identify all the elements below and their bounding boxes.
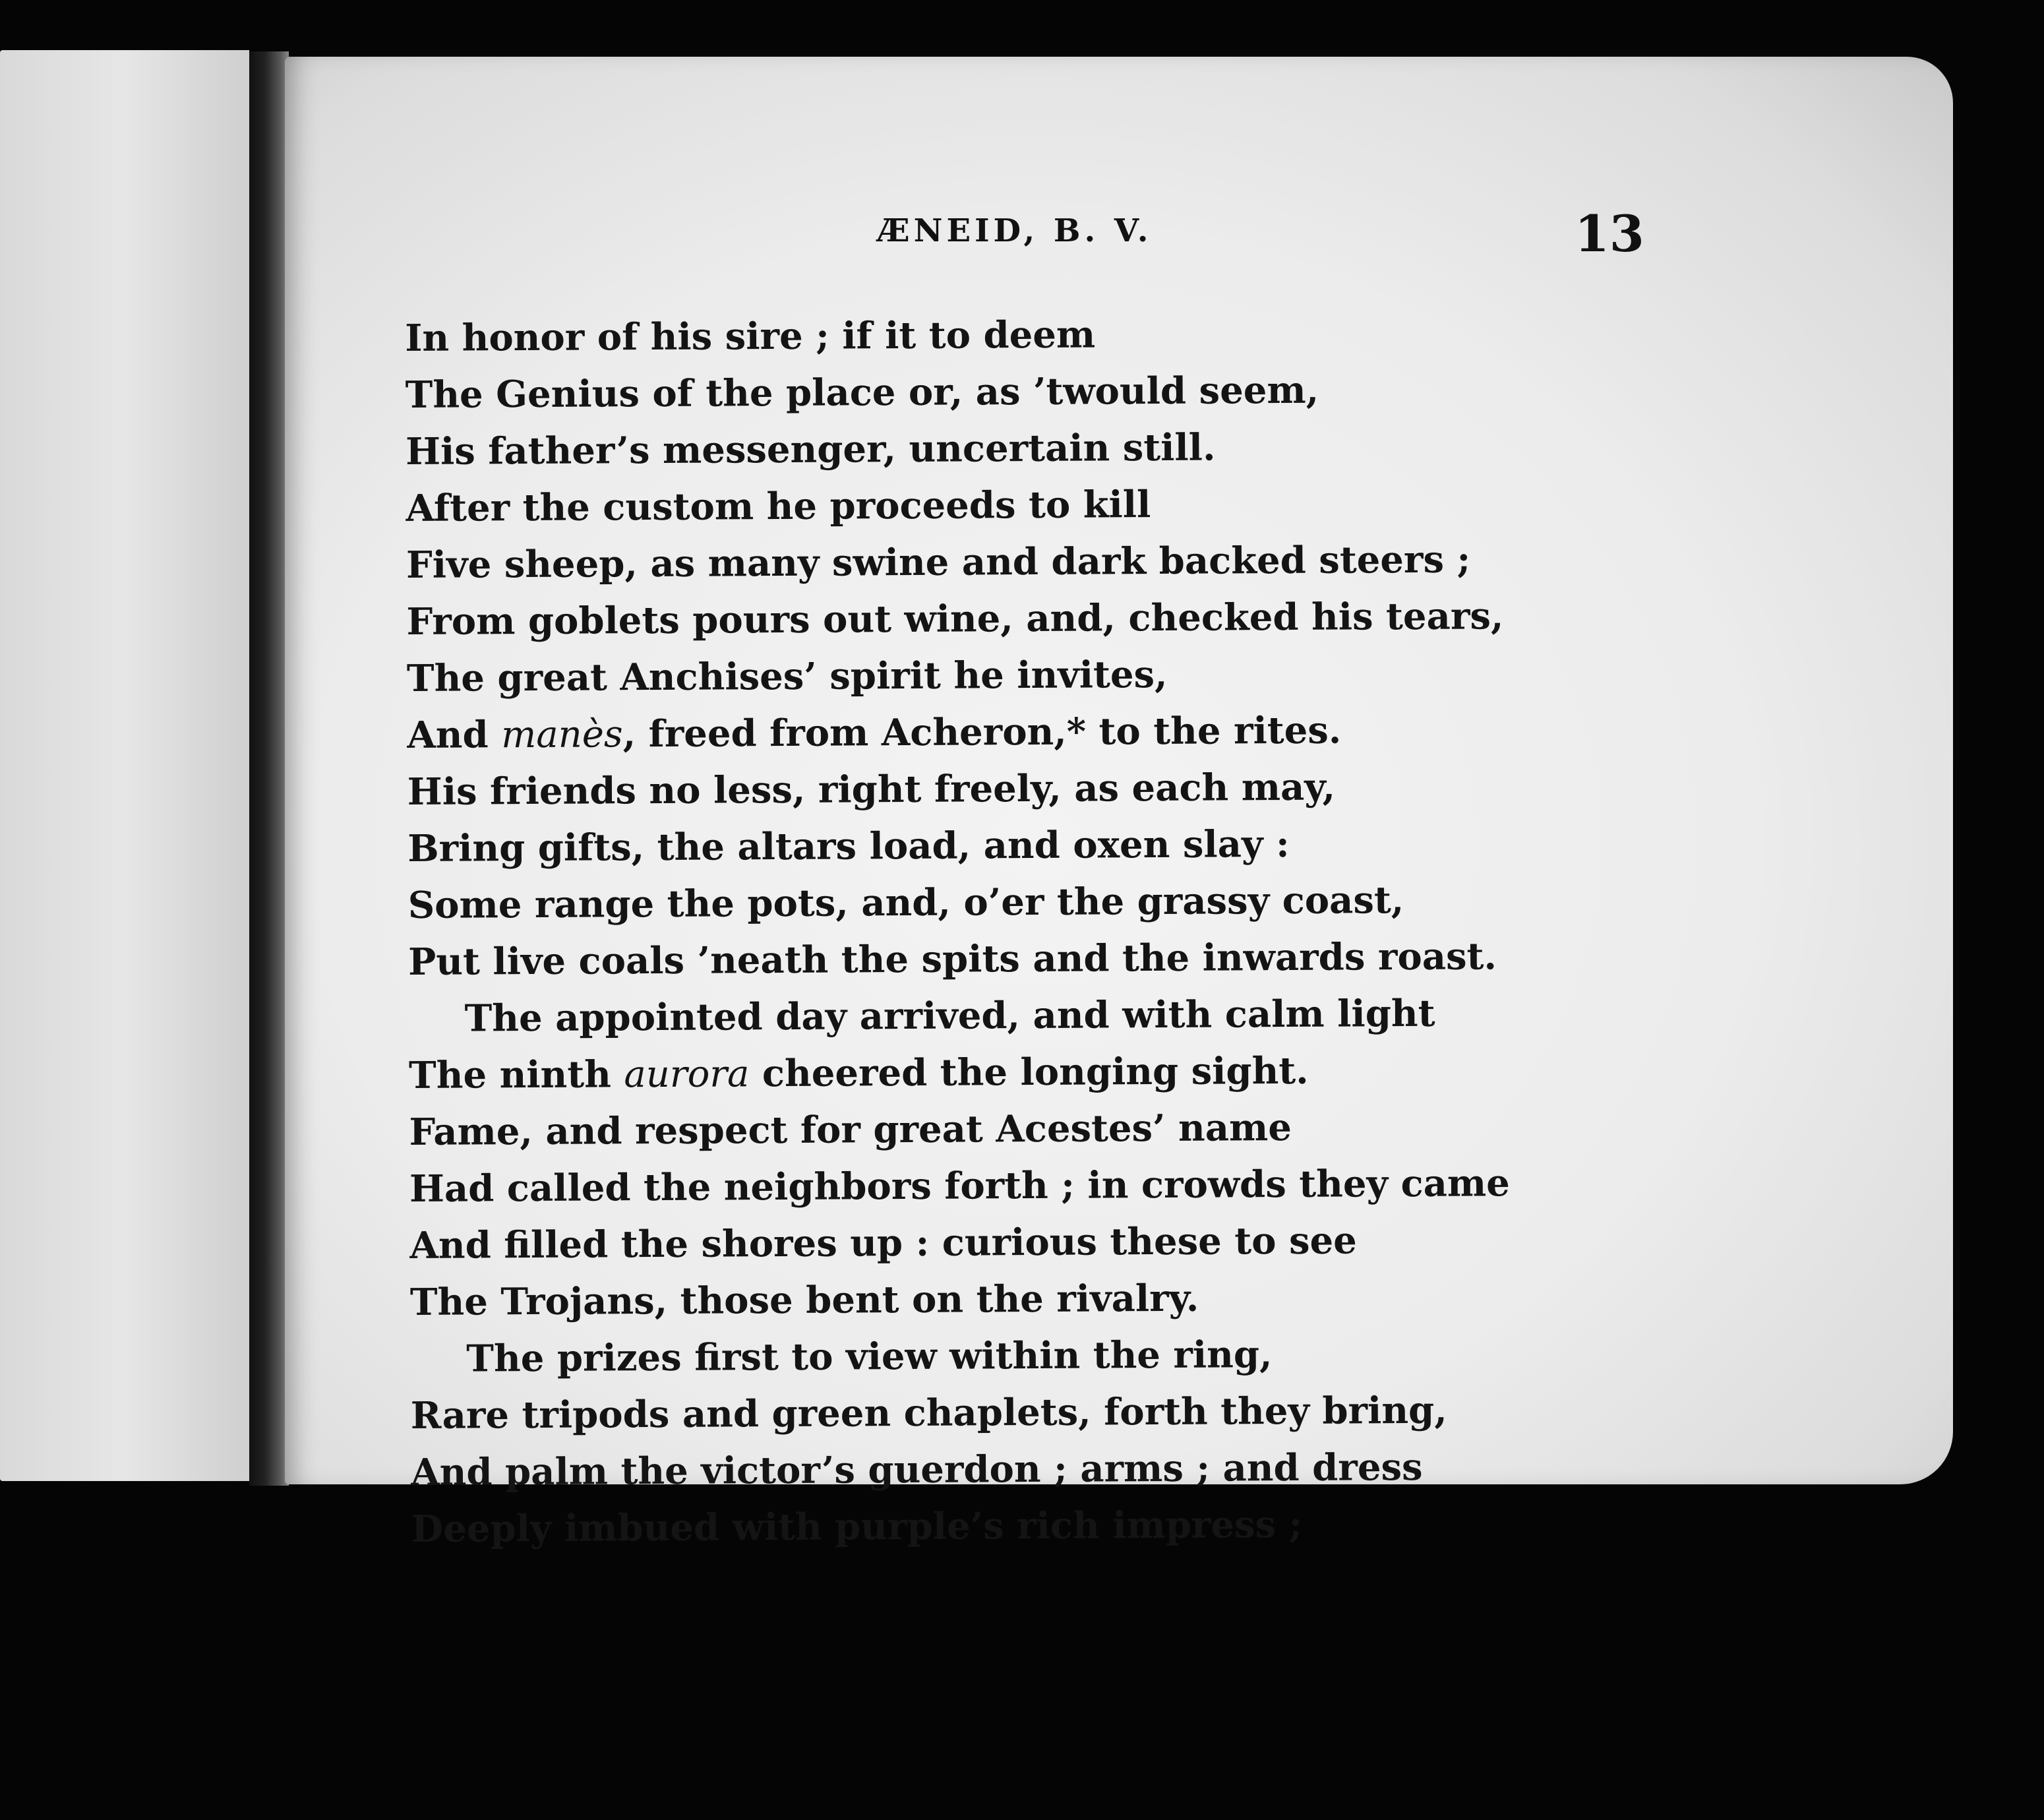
poem-line	[406, 587, 1659, 650]
poem-line-text: cheered the longing sight.	[749, 1048, 1309, 1096]
poem-line	[411, 1438, 1664, 1501]
page-number: 13	[1575, 204, 1644, 263]
poem-line-text: The ninth	[408, 1052, 624, 1097]
book-gutter	[249, 51, 289, 1486]
poem-line-text: The appointed day arrived, and with calm light	[464, 991, 1435, 1041]
left-page-edge	[0, 50, 249, 1481]
poem-line-text: And	[407, 713, 502, 757]
poem-line-italic: aurora	[624, 1052, 750, 1097]
poem-line	[405, 360, 1658, 423]
poem-line-text: Put live coals ’neath the spits and the inwards roast.	[408, 934, 1497, 984]
poem-line-text: Rare tripods and green chaplets, forth they bring,	[410, 1388, 1447, 1438]
poem-line-text: His friends no less, right freely, as each may,	[407, 765, 1336, 814]
poem-line-text: Had called the neighbors forth ; in crowds they came	[409, 1161, 1510, 1211]
poem-line-text: And filled the shores up : curious these to see	[409, 1219, 1357, 1267]
poem-line	[411, 1494, 1664, 1558]
poem-line-text: Some range the pots, and, o’er the grassy coast,	[407, 878, 1404, 927]
poem-line	[407, 644, 1660, 707]
poem-line	[406, 473, 1658, 537]
poem-line	[406, 417, 1658, 480]
poem-line-text: The great Anchises’ spirit he invites,	[406, 652, 1168, 700]
poem-line-italic: manès	[501, 713, 623, 757]
poem-line-text: Bring gifts, the altars load, and oxen slay :	[407, 822, 1290, 870]
poem-line	[409, 1041, 1662, 1104]
poem-line-text: Five sheep, as many swine and dark backed steers ;	[406, 537, 1471, 587]
poem-line	[406, 530, 1659, 593]
poem-line-text: In honor of his sire ; if it to deem	[405, 313, 1096, 360]
poem-line	[410, 1267, 1663, 1331]
poem-line	[409, 1154, 1662, 1217]
poem-line	[408, 984, 1661, 1047]
poem-line	[407, 757, 1660, 820]
poem-line-text: After the custom he proceeds to kill	[406, 483, 1151, 530]
poem-line	[409, 1211, 1662, 1274]
poem-line-text: The Trojans, those bent on the rivalry.	[409, 1276, 1199, 1324]
poem-line-text: And palm the victor’s guerdon ; arms ; and dress	[411, 1445, 1423, 1494]
poem-line	[407, 700, 1660, 764]
poem-line-text: , freed from Acheron,* to the rites.	[622, 708, 1342, 756]
poem-line	[408, 870, 1661, 934]
poem-line-text: From goblets pours out wine, and, checked his tears,	[406, 594, 1504, 644]
poem-text	[405, 303, 1664, 1558]
poem-line	[408, 927, 1661, 990]
poem-line	[411, 1381, 1664, 1444]
poem-line	[405, 303, 1658, 367]
poem-line	[407, 814, 1660, 877]
poem-line-text: His father’s messenger, uncertain still.	[405, 425, 1216, 473]
poem-line-text: Fame, and respect for great Acestes’ name	[409, 1105, 1292, 1154]
poem-line	[410, 1324, 1663, 1387]
poem-line	[409, 1097, 1662, 1161]
running-header: ÆNEID, B. V.	[877, 212, 1153, 249]
poem-line-text: Deeply imbued with purple’s rich impress ;	[411, 1502, 1303, 1551]
poem-line-text: The Genius of the place or, as ’twould seem,	[405, 368, 1319, 417]
poem-line-text: The prizes first to view within the ring,	[466, 1333, 1273, 1381]
